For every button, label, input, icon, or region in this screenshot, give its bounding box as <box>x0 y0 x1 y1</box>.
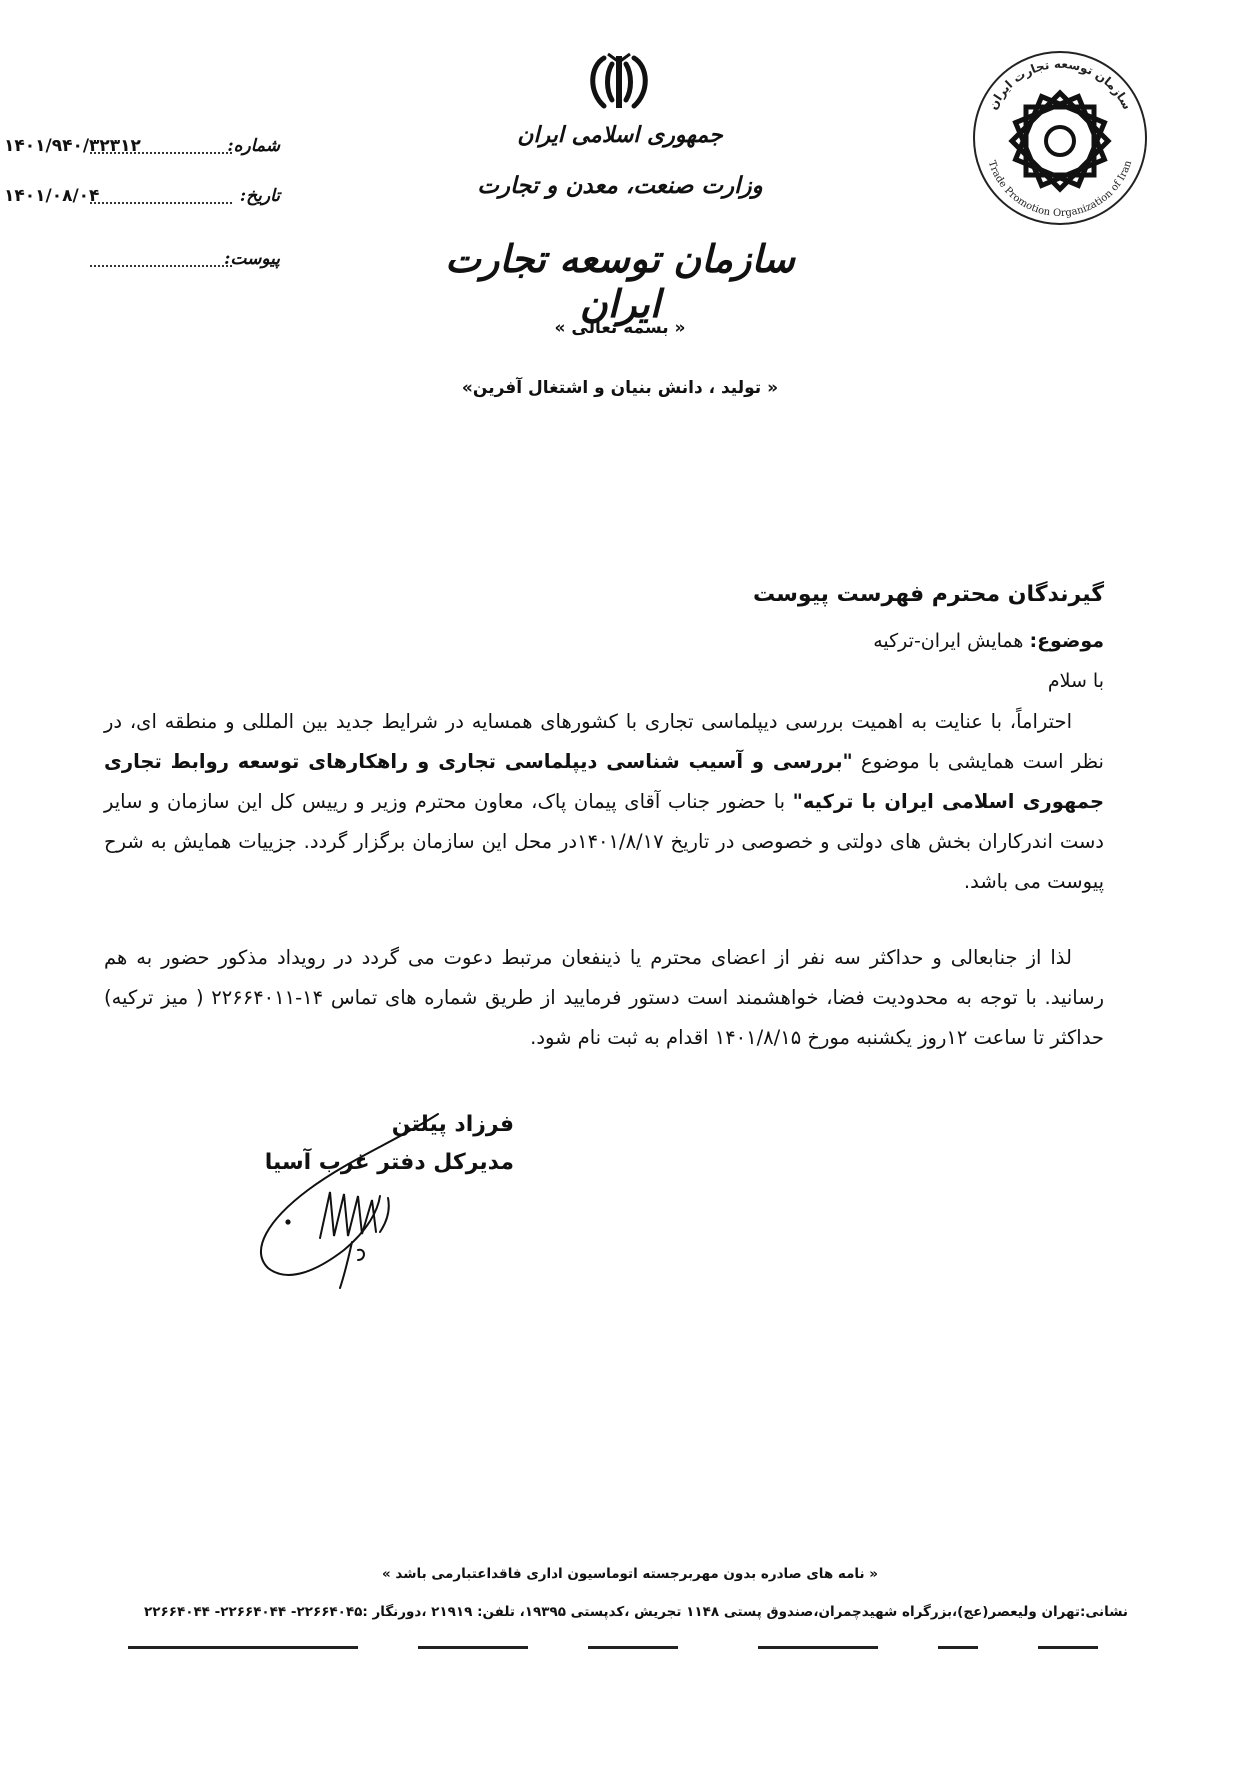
body-paragraph-2: لذا از جنابعالی و حداکثر سه نفر از اعضای محترم یا ذینفعان مرتبط دعوت می گردد در رویداد مذکور حضور به هم رسانید. با توجه به محدودیت فضا، خواهشمند است دستور فرمایید از طریق شماره های تماس ۱۴-۲۲۶۶۴۰۱۱ ( میز ترکیه) حداکثر تا ساعت ۱۲روز یکشنبه مورخ ۱۴۰۱/۸/۱۵ اقدام به ثبت نام شود. <box>104 946 1104 1049</box>
meta-dotted-line <box>90 265 232 267</box>
subject-line <box>873 630 1104 652</box>
signatory-title: مدیرکل دفتر غرب آسیا <box>264 1150 514 1175</box>
body-paragraph-1 <box>104 702 1104 902</box>
iran-emblem-icon <box>582 52 656 114</box>
greeting: با سلام <box>1047 670 1104 692</box>
footer-cutoff-line <box>118 1642 1128 1654</box>
header-basmala: « بسمه تعالی » <box>554 318 686 338</box>
header-motto: « تولید ، دانش بنیان و اشتغال آفرین» <box>461 378 779 398</box>
signatory-name: فرزاد پیلتن <box>391 1112 514 1137</box>
meta-date-row <box>0 186 280 214</box>
header-organization: سازمان توسعه تجارت ایران <box>445 236 795 326</box>
organization-seal-icon <box>968 46 1152 230</box>
meta-number-row <box>0 136 280 164</box>
meta-number-value: ۱۴۰۱/۹۴۰/۳۲۳۱۲ <box>4 136 141 156</box>
meta-number-label: شماره: <box>227 136 280 156</box>
para1-conference-title: "بررسی و آسیب شناسی دیپلماسی تجاری و راهکارهای توسعه روابط تجاری جمهوری اسلامی ایران با ترکیه" <box>104 750 1104 813</box>
meta-attachment-row <box>0 249 280 277</box>
footer-address: نشانی:تهران ولیعصر(عج)،بزرگراه شهیدچمران،صندوق پستی ۱۱۴۸ تجریش ،کدپستی ۱۹۳۹۵، تلفن: ۲۱۹۱۹ ،دورنگار :۲۲۶۶۴۰۴۵- ۲۲۶۶۴۰۴۴- ۲۲۶۶۴۰۴۴ <box>144 1604 1128 1620</box>
recipients-heading: گیرندگان محترم فهرست پیوست <box>752 582 1104 607</box>
subject-value: همایش ایران-ترکیه <box>873 630 1024 652</box>
para1-text-a: احتراماً، با عنایت به اهمیت بررسی دیپلماسی تجاری با کشورهای همسایه در شرایط جدید بین المللی و منطقه ای، در نظر است همایشی با موضوع <box>104 710 1104 773</box>
header-republic: جمهوری اسلامی ایران <box>517 122 723 148</box>
handwritten-signature-icon <box>248 1100 458 1290</box>
meta-dotted-line <box>90 202 232 204</box>
meta-date-value: ۱۴۰۱/۰۸/۰۴ <box>4 186 100 206</box>
seal-persian-text: سازمان توسعه تجارت ایران <box>985 56 1135 112</box>
subject-label: موضوع: <box>1029 630 1104 652</box>
para1-text-b: با حضور جناب آقای پیمان پاک، معاون محترم وزیر و رییس کل این سازمان و سایر دست اندرکاران بخش های دولتی و خصوصی در تاریخ ۱۴۰۱/۸/۱۷در محل این سازمان برگزار گردد. جزییات همایش به شرح پیوست می باشد. <box>104 790 1104 893</box>
meta-attachment-label: پیوست: <box>224 249 280 269</box>
seal-english-text: Trade Promotion Organization of Iran <box>985 159 1135 220</box>
meta-date-label: تاریخ: <box>239 186 280 206</box>
header-ministry: وزارت صنعت، معدن و تجارت <box>477 172 763 199</box>
footer-note: « نامه های صادره بدون مهربرجسته اتوماسیون اداری فاقداعتبارمی باشد » <box>382 1566 878 1582</box>
